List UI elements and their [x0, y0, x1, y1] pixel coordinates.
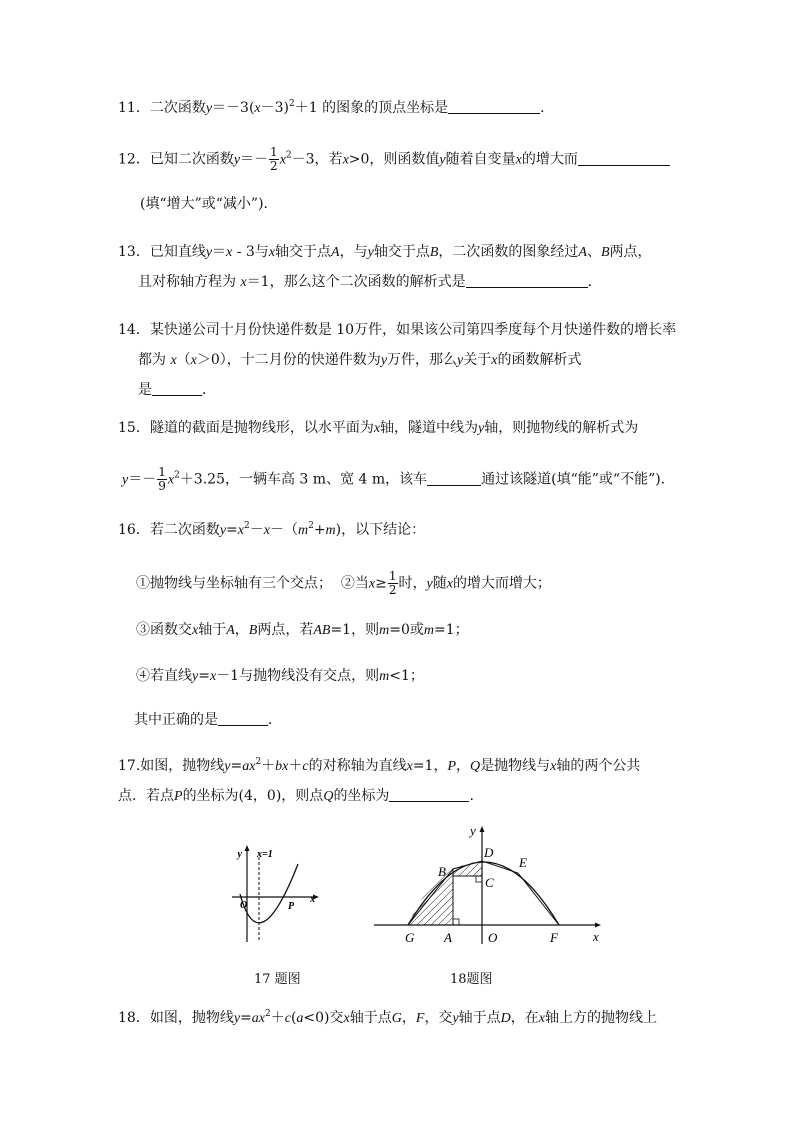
hatched-region-top: [453, 861, 482, 876]
label-f: F: [550, 930, 558, 945]
question-number: 16．: [118, 522, 150, 538]
fraction: $\frac{1}{2}$: [388, 569, 397, 597]
label-e: E: [519, 855, 527, 870]
question-number: 14．: [118, 322, 150, 338]
question-15-line2: y＝－ $\frac{1}{9}$ $x^2+3.25$，一辆车高 3 m、宽 4 m，该车 通过该隧道(填“能”或“不能”)．: [122, 465, 675, 493]
question-14: 14．某快递公司十月份快递件数是 10万件，如果该公司第四季度每个月快递件数的增长率: [118, 322, 677, 338]
label-y: y: [470, 823, 476, 838]
question-number: 17.: [118, 758, 141, 774]
question-16-conclusions-1-2: ①抛物线与坐标轴有三个交点； ②当x≥ $\frac{1}{2}$ 时，y随x的增大而增大；: [136, 569, 551, 597]
question-16-answer-line: 其中正确的是 ．: [134, 712, 282, 728]
answer-blank[interactable]: [466, 273, 588, 288]
y-axis-arrow-icon: [480, 826, 485, 832]
question-16-conclusion-3: ③函数交x轴于A，B两点，若AB=1，则m=0或m=1；: [136, 622, 469, 638]
label-x: x: [593, 929, 599, 944]
right-angle-mark-c: [476, 876, 482, 882]
question-17-line2: 点．若点P的坐标为(4，0)，则点Q的坐标为 .: [118, 788, 474, 804]
question-18: 18．如图，抛物线$y=ax^2+c(a<0)$交x轴于点G，F，交y轴于点D，在x轴上方的抛物线上: [118, 1009, 657, 1026]
right-angle-mark-a: [453, 919, 459, 925]
label-d: D: [484, 845, 494, 860]
question-number: 13．: [118, 244, 150, 260]
label-y: y: [237, 849, 242, 860]
y-axis-arrow-icon: [245, 845, 250, 851]
question-12: 12．已知二次函数y＝－ $\frac{1}{2}$ $x^2-3$，若x>0，则函数值y随着自变量x的增大而: [118, 146, 670, 173]
label-origin: O: [240, 900, 248, 911]
fraction: $\frac{1}{9}$: [158, 465, 166, 493]
figure-17: [230, 842, 330, 946]
figure-17-caption: 17 题图: [254, 972, 301, 987]
figure-18: [370, 816, 610, 948]
label-b: B: [438, 864, 446, 879]
question-number: 18．: [118, 1010, 150, 1026]
question-number: 12．: [118, 151, 150, 168]
question-11: 11．二次函数$y=-3(x-3)^2+1$ 的图象的顶点坐标是 ．: [118, 99, 555, 116]
label-x: x: [310, 894, 315, 905]
answer-blank[interactable]: [427, 471, 481, 486]
question-number: 11．: [118, 100, 150, 116]
question-14-line2: 都为 x（x＞0），十二月份的快递件数为y万件，那么y关于x的函数解析式: [138, 352, 582, 368]
question-17: 17.如图，抛物线$y=ax^2+bx+c$的对称轴为直线x=1，P，Q是抛物线与x轴的两个公共: [118, 757, 641, 774]
question-16: 16．若二次函数$y=x^2-x-(m^2+m)$，以下结论：: [118, 521, 426, 538]
x-axis-arrow-icon: [595, 923, 601, 928]
question-13-line2: 且对称轴方程为 x＝1，那么这个二次函数的解析式是 ．: [138, 274, 602, 290]
parabola-curve: [240, 864, 298, 923]
answer-blank[interactable]: [578, 151, 670, 166]
label-symmetry-axis: x=1: [257, 849, 273, 860]
answer-blank[interactable]: [218, 711, 268, 726]
question-16-conclusion-4: ④若直线y=x－1与抛物线没有交点，则m<1；: [136, 668, 424, 684]
label-p: P: [288, 901, 295, 912]
label-c: C: [485, 875, 494, 890]
label-origin: O: [488, 930, 498, 945]
question-15: 15．隧道的截面是抛物线形，以水平面为x轴，隧道中线为y轴，则抛物线的解析式为: [118, 420, 639, 436]
label-g: G: [405, 930, 415, 945]
question-14-line3: 是 ．: [138, 382, 216, 398]
question-12-line2: (填“增大”或“减小”)．: [140, 196, 278, 212]
answer-blank[interactable]: [389, 787, 469, 802]
question-13: 13．已知直线y＝x - 3与x轴交于点A，与y轴交于点B，二次函数的图象经过A、B两点，: [118, 244, 652, 260]
question-number: 15．: [118, 420, 150, 436]
fraction: $\frac{1}{2}$: [270, 145, 278, 173]
label-a: A: [444, 930, 452, 945]
answer-blank[interactable]: [448, 99, 540, 114]
figure-18-caption: 18题图: [450, 972, 493, 987]
answer-blank[interactable]: [152, 381, 202, 396]
